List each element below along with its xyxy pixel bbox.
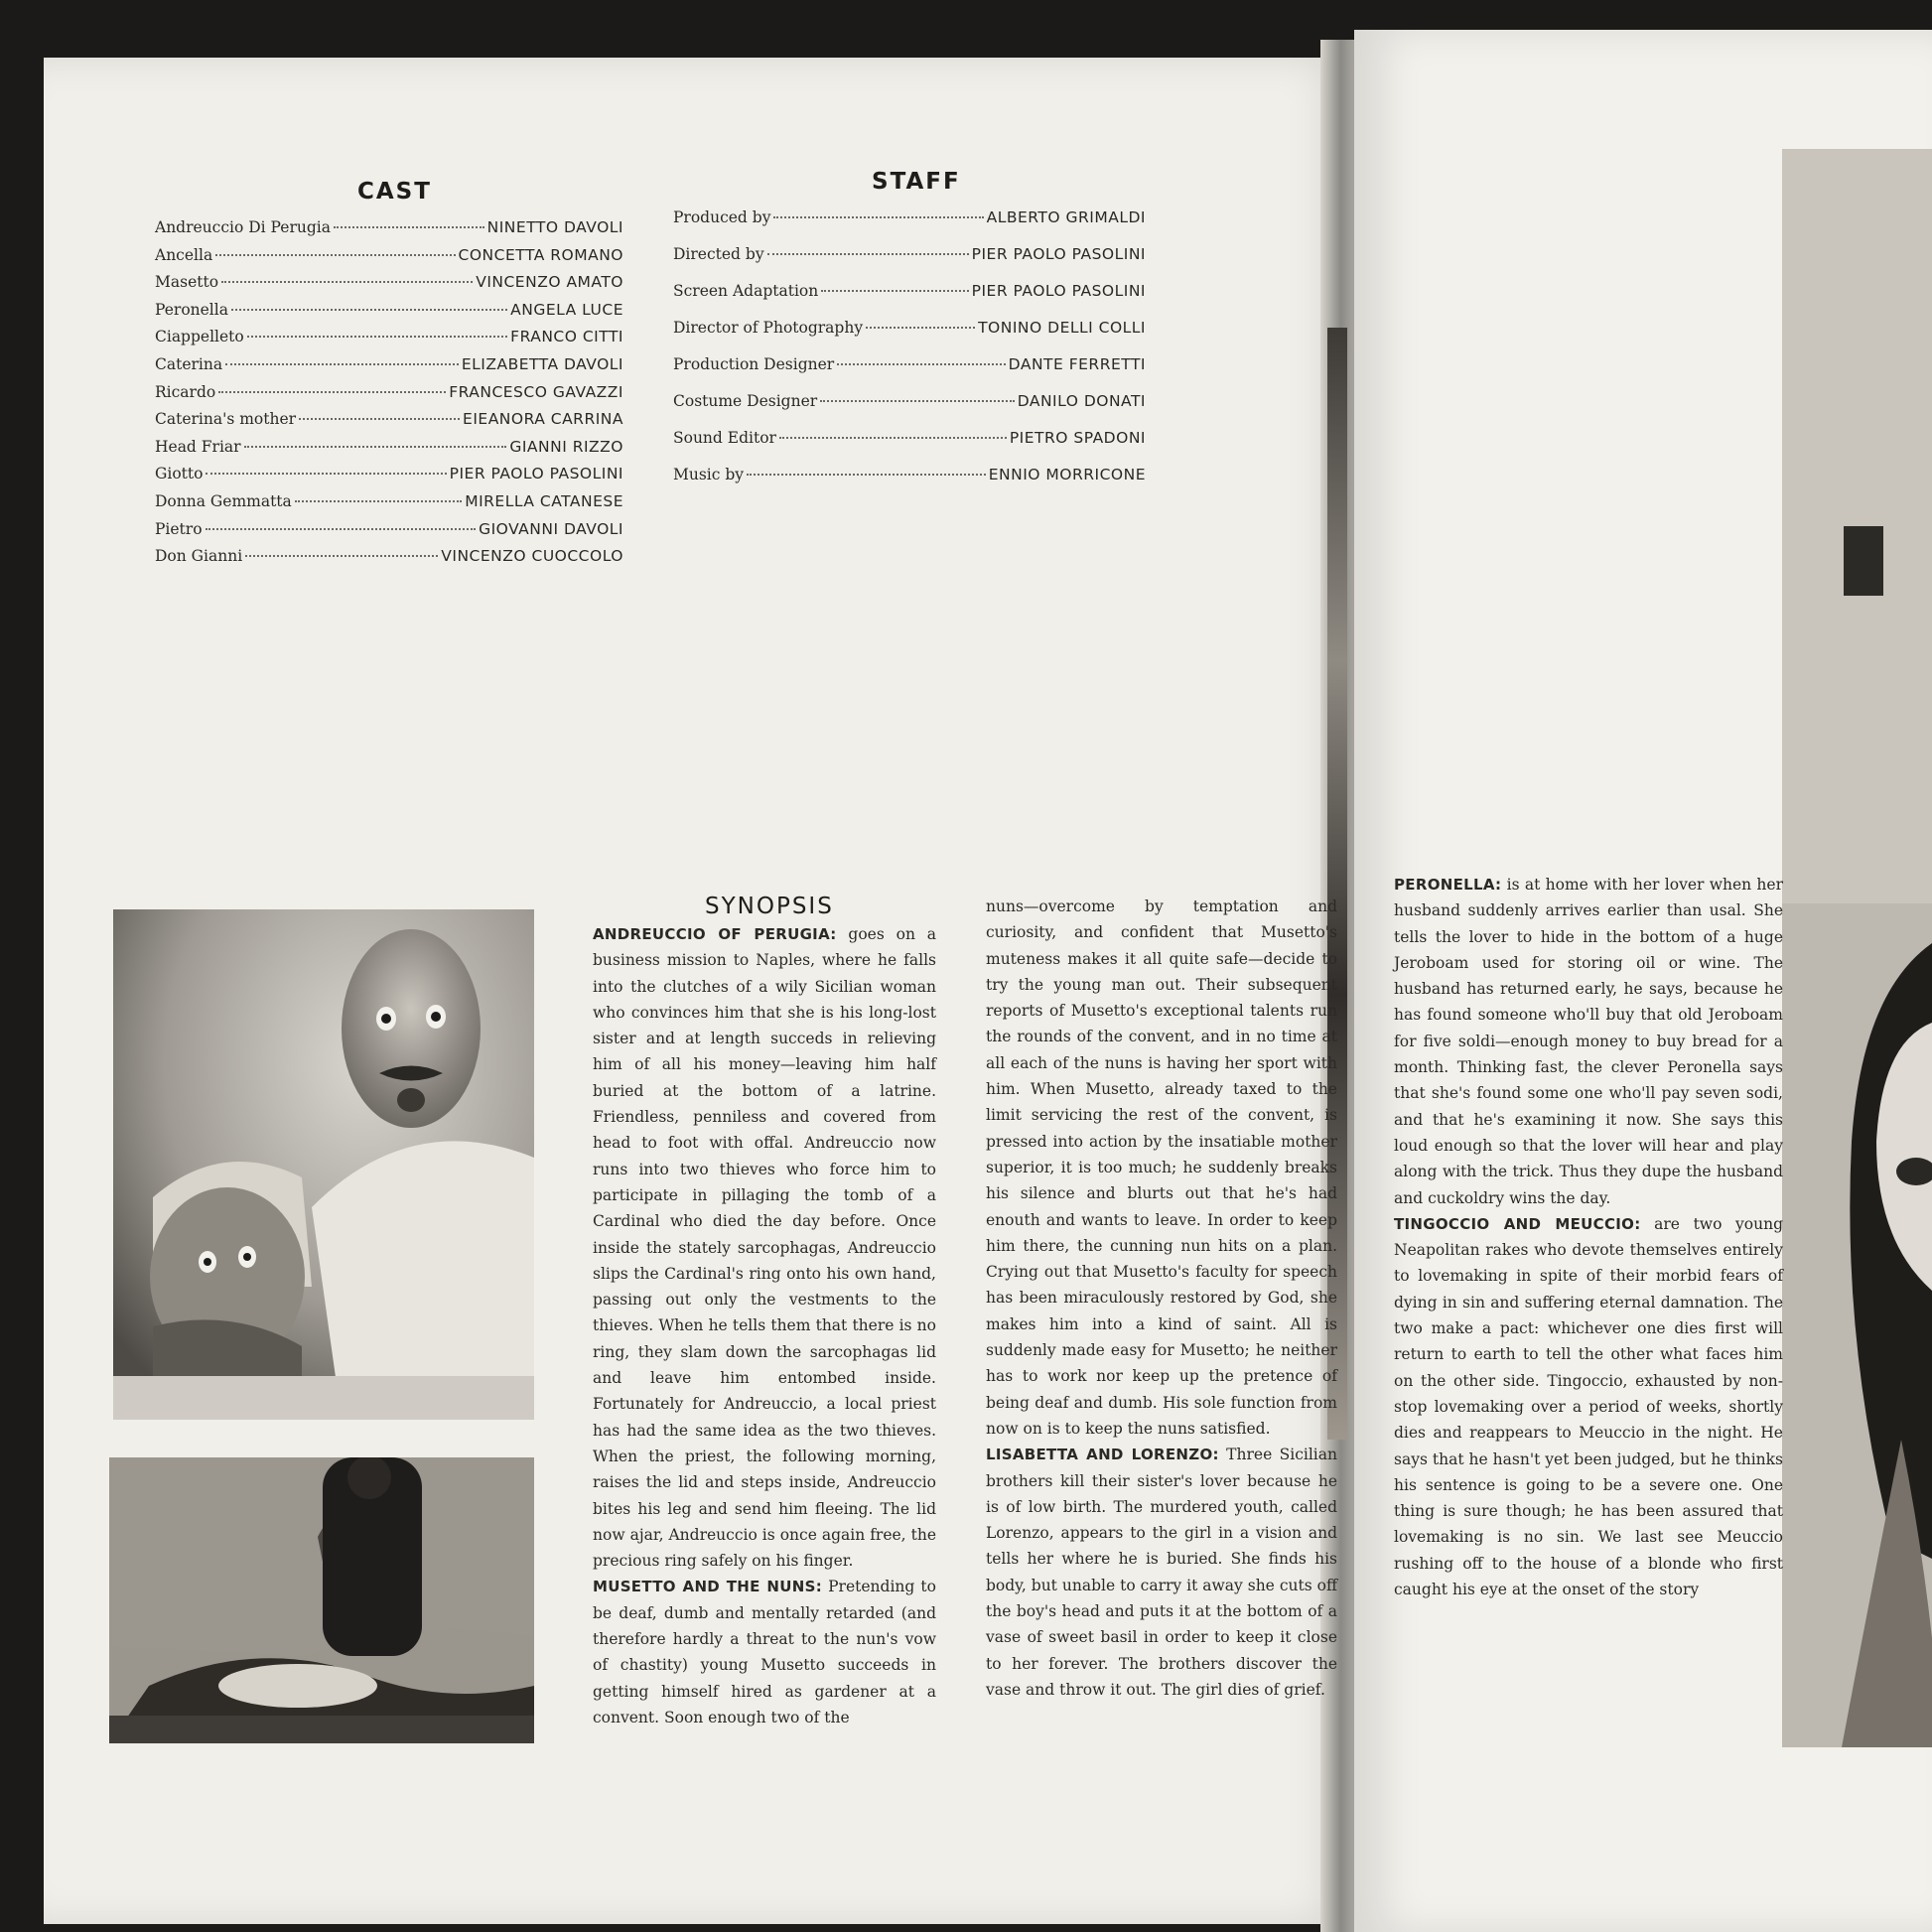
story-text: Pretending to be deaf, dumb and mentally retarded (and therefore hardly a threat to the nun's vow of chastity) young Musetto succeeds in getting himself hired as gardener at a convent. Soon enough two of the	[593, 1578, 936, 1726]
dot-leader	[747, 474, 986, 476]
cast-name: GIANNI RIZZO	[509, 437, 623, 456]
cast-role: Caterina	[155, 355, 223, 373]
staff-name: DANTE FERRETTI	[1008, 355, 1146, 373]
dot-leader	[247, 336, 507, 338]
staff-entry	[673, 429, 1146, 447]
story-title: LISABETTA AND LORENZO:	[986, 1446, 1219, 1464]
staff-role: Screen Adaptation	[673, 282, 819, 300]
synopsis-paragraph	[593, 921, 936, 1574]
cast-name: PIER PAOLO PASOLINI	[449, 465, 623, 483]
story-title: MUSETTO AND THE NUNS:	[593, 1578, 822, 1596]
cast-entry	[155, 492, 623, 510]
cast-name: GIOVANNI DAVOLI	[479, 519, 623, 538]
cast-role: Peronella	[155, 300, 228, 319]
cast-entry	[155, 465, 623, 483]
dot-leader	[244, 446, 507, 448]
staff-role: Costume Designer	[673, 392, 818, 410]
photo-woman-portrait	[1782, 149, 1932, 1747]
story-title: TINGOCCIO AND MEUCCIO:	[1394, 1214, 1641, 1233]
synopsis-paragraph	[593, 1574, 936, 1730]
synopsis-column-1	[593, 921, 936, 1730]
dot-leader	[334, 226, 484, 228]
cast-name: MIRELLA CATANESE	[465, 492, 623, 510]
staff-name: ENNIO MORRICONE	[988, 466, 1146, 483]
synopsis-column-2	[986, 894, 1337, 1703]
cast-entry	[155, 218, 623, 236]
staff-entry	[673, 355, 1146, 373]
synopsis-paragraph	[986, 894, 1337, 1442]
staff-heading: STAFF	[872, 169, 961, 195]
dot-leader	[206, 473, 446, 475]
story-title: PERONELLA:	[1394, 876, 1502, 894]
staff-name: PIER PAOLO PASOLINI	[971, 245, 1146, 263]
synopsis-column-3	[1394, 872, 1783, 1602]
cast-entry	[155, 328, 623, 345]
dot-leader	[221, 281, 473, 283]
dot-leader	[779, 437, 1007, 439]
photo-two-men	[113, 909, 534, 1420]
dot-leader	[837, 363, 1005, 365]
synopsis-paragraph	[986, 1442, 1337, 1703]
cast-role: Donna Gemmatta	[155, 492, 292, 510]
cast-role: Andreuccio Di Perugia	[155, 218, 331, 236]
cast-name: CONCETTA ROMANO	[458, 245, 623, 264]
cast-entry	[155, 438, 623, 456]
cast-name: FRANCESCO GAVAZZI	[449, 382, 623, 401]
cast-entry	[155, 355, 623, 373]
staff-entry	[673, 282, 1146, 300]
staff-name: PIETRO SPADONI	[1009, 429, 1146, 447]
staff-entry	[673, 466, 1146, 483]
cast-name: NINETTO DAVOLI	[486, 218, 623, 236]
staff-entry	[673, 319, 1146, 337]
cast-role: Ciappelleto	[155, 328, 244, 346]
cast-name: FRANCO CITTI	[510, 328, 623, 346]
staff-entry	[673, 245, 1146, 263]
story-text: are two young Neapolitan rakes who devote themselves entirely to lovemaking in spite of their morbid fears of dying in sin and suffering eternal damnation. The two make a pact: whichever one dies first will return to earth to tell the other what faces him on the other side. Tingoccio, exhausted by non-stop lovemaking over a period of weeks, shortly dies and reappears to Meuccio in the night. He says that he hasn't yet been judged, but he thinks his sentence is going to be a severe one. One thing is sure though; he has been assured that lovemaking is no sin. We last see Meuccio rushing off to the house of a blonde who first caught his eye at the onset of the story	[1394, 1214, 1783, 1599]
story-text: nuns—overcome by temptation and curiosity, and confident that Musetto's muteness makes it all quite safe—decide to try the young man out. Their subsequent reports of Musetto's exceptional talents run the rounds of the convent, and in no time at all each of the nuns is having her sport with him. When Musetto, already taxed to the limit servicing the rest of the convent, is pressed into action by the insatiable mother superior, it is too much; he suddenly breaks his silence and blurts out that he's had enouth and wants to leave. In order to keep him there, the cunning nun hits on a plan. Crying out that Musetto's faculty for speech has been miraculously restored by God, she makes him into a kind of saint. All is suddenly made easy for Musetto; he neither has to work nor keep up the pretence of being deaf and dumb. His sole function from now on is to keep the nuns satisfied.	[986, 897, 1337, 1438]
cast-role: Masetto	[155, 273, 219, 292]
staff-role: Music by	[673, 466, 745, 483]
cast-entry	[155, 410, 623, 428]
cast-name: VINCENZO CUOCCOLO	[441, 547, 623, 566]
staff-entry	[673, 392, 1146, 410]
cast-entry	[155, 246, 623, 264]
dot-leader	[767, 253, 969, 255]
dot-leader	[206, 528, 477, 530]
staff-role: Sound Editor	[673, 429, 776, 447]
staff-role: Produced by	[673, 208, 771, 226]
staff-role: Production Designer	[673, 355, 835, 373]
staff-name: ALBERTO GRIMALDI	[986, 208, 1146, 226]
cast-role: Giotto	[155, 465, 204, 483]
dot-leader	[299, 418, 460, 420]
cast-role: Don Gianni	[155, 547, 243, 566]
dot-leader	[245, 555, 438, 557]
cast-role: Pietro	[155, 519, 203, 538]
cast-heading: CAST	[357, 179, 432, 205]
dot-leader	[866, 327, 975, 329]
story-title: ANDREUCCIO OF PERUGIA:	[593, 925, 837, 943]
dot-leader	[773, 216, 983, 218]
story-text: goes on a business mission to Naples, where he falls into the clutches of a wily Sicilian woman who convinces him that she is his long-lost sister and at length succeds in relieving him of all his money—leaving him half buried at the bottom of a latrine. Friendless, penniless and covered from head to foot with offal. Andreuccio now runs into two thieves who force him to participate in pillaging the tomb of a Cardinal who died the day before. Once inside the stately sarcophagas, Andreuccio slips the Cardinal's ring onto his own hand, passing out only the vestments to the thieves. When he tells them that there is no ring, they slam down the sarcophagas lid and leave him entombed inside. Fortunately for Andreuccio, a local priest has had the same idea as the two thieves. When the priest, the following morning, raises the lid and steps inside, Andreuccio bites his leg and send him fleeing. The lid now ajar, Andreuccio is once again free, the precious ring safely on his finger.	[593, 925, 937, 1571]
staff-role: Directed by	[673, 245, 764, 263]
cast-role: Ancella	[155, 245, 213, 264]
dot-leader	[215, 254, 455, 256]
dot-leader	[218, 391, 446, 393]
staff-entry	[673, 208, 1146, 226]
cast-name: ELIZABETTA DAVOLI	[461, 355, 623, 373]
staff-role: Director of Photography	[673, 319, 864, 337]
cast-entry	[155, 547, 623, 565]
dot-leader	[821, 290, 968, 292]
cast-entry	[155, 301, 623, 319]
cast-entry	[155, 520, 623, 538]
cast-name: ANGELA LUCE	[510, 300, 623, 319]
cast-role: Caterina's mother	[155, 410, 297, 429]
staff-name: DANILO DONATI	[1017, 392, 1146, 410]
cast-name: VINCENZO AMATO	[476, 273, 623, 292]
story-text: is at home with her lover when her husband suddenly arrives earlier than usal. She tells the lover to hide in the bottom of a huge Jeroboam used for storing oil or wine. The husband has returned early, he says, because he has found someone who'll buy that old Jeroboam for five soldi—enough money to buy bread for a month. Thinking fast, the clever Peronella says that she's found some one who'll pay seven sodi, and that he's examining it now. She says this loud enough so that the lover will hear and play along with the trick. Thus they dupe the husband and cuckoldry wins the day.	[1394, 876, 1783, 1207]
photo-couple-scene	[109, 1457, 534, 1743]
synopsis-paragraph	[1394, 872, 1783, 1211]
synopsis-heading: SYNOPSIS	[705, 894, 834, 919]
cast-entry	[155, 273, 623, 291]
staff-name: TONINO DELLI COLLI	[978, 319, 1146, 337]
dot-leader	[295, 500, 462, 502]
cast-name: EIEANORA CARRINA	[463, 410, 623, 429]
synopsis-paragraph	[1394, 1211, 1783, 1602]
staff-name: PIER PAOLO PASOLINI	[971, 282, 1146, 300]
cast-role: Head Friar	[155, 437, 241, 456]
cast-role: Ricardo	[155, 382, 216, 401]
dot-leader	[225, 363, 459, 365]
cast-entry	[155, 383, 623, 401]
story-text: Three Sicilian brothers kill their sister's lover because he is of low birth. The murdered youth, called Lorenzo, appears to the girl in a vision and tells her where he is buried. She finds his body, but unable to carry it away she cuts off the boy's head and puts it at the bottom of a vase of sweet basil in order to keep it close to her forever. The brothers discover the vase and throw it out. The girl dies of grief.	[986, 1446, 1337, 1699]
dot-leader	[231, 309, 507, 311]
dot-leader	[820, 400, 1015, 402]
